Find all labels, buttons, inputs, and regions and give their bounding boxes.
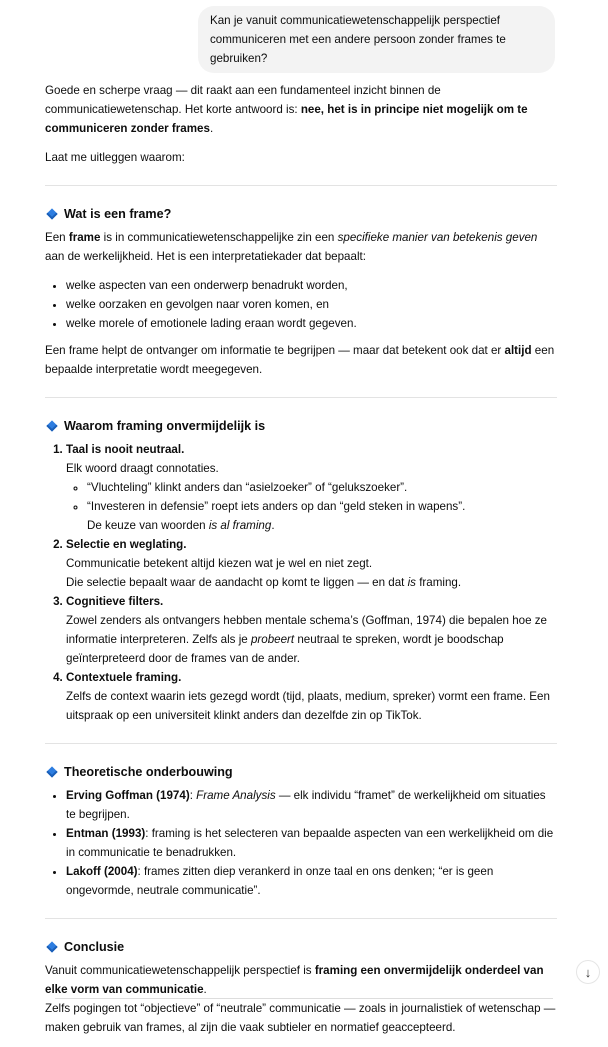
blue-diamond-icon: [46, 420, 57, 431]
item-text: [66, 516, 557, 535]
divider: [45, 918, 557, 919]
bold-text: nee, het is in principe niet mogelijk om te communiceren zonder frames: [45, 103, 528, 135]
text: : framing is het selecteren van bepaalde aspecten van een werkelijkheid om die in communicatie te benadrukken.: [66, 827, 554, 859]
text: Die selectie bepaalt waar de aandacht op komt te liggen — en dat: [66, 576, 408, 589]
divider: [45, 185, 557, 186]
text: Vanuit communicatiewetenschappelijk perspectief is: [45, 964, 315, 977]
item-title: Contextuele framing.: [66, 671, 182, 684]
italic-text: is: [407, 576, 416, 589]
bold-text: Erving Goffman (1974): [66, 789, 190, 802]
composer-edge: [55, 998, 553, 999]
intro-lead-in: [45, 148, 557, 167]
bold-text: Lakoff (2004): [66, 865, 138, 878]
text: een bepaalde interpretatie wordt meegegeven.: [45, 344, 555, 376]
section-heading: [45, 204, 557, 224]
item-text: [66, 459, 557, 478]
text: : frames zitten diep verankerd in onze taal en ons denken; “er is geen ongevormde, neutrale communicatie”.: [66, 865, 494, 897]
user-message-bubble: Kan je vanuit communicatiewetenschappelijk perspectief communiceren met een andere persoon zonder frames te gebruiken?: [198, 6, 555, 73]
bold-text: altijd: [504, 344, 532, 357]
blue-diamond-icon: [46, 941, 57, 952]
list-item: [66, 535, 557, 592]
list-item: [66, 786, 557, 824]
bold-text: framing een onvermijdelijk onderdeel van elke vorm van communicatie: [45, 964, 544, 996]
text: framing.: [415, 576, 462, 589]
bullet-list: [45, 276, 557, 333]
heading-text: Theoretische onderbouwing: [64, 765, 233, 779]
item-title: Taal is nooit neutraal.: [66, 443, 185, 456]
list-item: [87, 497, 557, 516]
text: aan de werkelijkheid. Het is een interpretatiekader dat bepaalt:: [45, 250, 366, 263]
bold-text: Entman (1993): [66, 827, 146, 840]
text: Zowel zenders als ontvangers hebben mentale schema’s (Goffman, 1974) die bepalen hoe ze informatie interpreteren. Zelfs als je: [66, 614, 548, 646]
list-item: • welke aspecten van een onderwerp benadrukt worden,: [66, 276, 557, 295]
text: Communicatie betekent altijd kiezen wat je wel en niet zegt.: [66, 557, 373, 570]
section-heading: [45, 937, 557, 957]
text: Laat me uitleggen waarom:: [45, 151, 185, 164]
item-title: Cognitieve filters.: [66, 595, 164, 608]
text: Zelfs de context waarin iets gezegd wordt (tijd, plaats, medium, spreker) vormt een frame. Een uitspraak op een universiteit klinkt anders dan dezelfde zin op TikTok.: [66, 690, 550, 722]
section-heading: [45, 762, 557, 782]
text: :: [189, 789, 197, 802]
list-item: [87, 478, 557, 497]
italic-text: probeert: [250, 633, 295, 646]
text: .: [209, 122, 214, 135]
list-item: [66, 668, 557, 725]
italic-text: is al framing: [208, 519, 272, 532]
divider: [45, 743, 557, 744]
paragraph: [45, 341, 557, 379]
text: .: [203, 983, 207, 996]
divider: [45, 397, 557, 398]
list-item: [66, 592, 557, 668]
text: “Vluchteling” klinkt anders dan “asielzoeker” of “gelukszoeker”.: [87, 481, 408, 494]
text: “Investeren in defensie” roept iets anders op dan “geld steken in wapens”.: [87, 500, 466, 513]
arrow-down-icon: ↓: [584, 964, 592, 980]
sub-list: [66, 478, 557, 516]
bold-text: frame: [68, 231, 101, 244]
item-text: [66, 687, 557, 725]
text: neutraal te spreken, wordt je boodschap geïnterpreteerd door de frames van de ander.: [66, 633, 504, 665]
conclusion-paragraph: [45, 961, 557, 1037]
bullet-list: [45, 786, 557, 900]
list-item: • welke oorzaken en gevolgen naar voren komen, en: [66, 295, 557, 314]
text: Een frame helpt de ontvanger om informatie te begrijpen — maar dat betekent ook dat er: [45, 344, 505, 357]
item-title: Selectie en weglating.: [66, 538, 187, 551]
blue-diamond-icon: [46, 766, 57, 777]
paragraph: [45, 228, 557, 266]
heading-text: Wat is een frame?: [64, 207, 172, 221]
item-text: [66, 573, 557, 592]
assistant-response: [45, 81, 557, 1047]
scroll-down-button[interactable]: [576, 960, 600, 984]
list-item: [66, 862, 557, 900]
item-text: [66, 611, 557, 668]
list-item: [66, 440, 557, 535]
numbered-list: [45, 440, 557, 725]
italic-text: specifieke manier van betekenis geven: [337, 231, 538, 244]
text: Een: [45, 231, 69, 244]
blue-diamond-icon: [46, 208, 57, 219]
text: Goede en scherpe vraag — dit raakt aan een fundamenteel inzicht binnen de communicatiewetenschap. Het korte antwoord is:: [45, 84, 441, 116]
text: .: [271, 519, 275, 532]
list-item: [66, 824, 557, 862]
item-text: [66, 554, 557, 573]
text: Elk woord draagt connotaties.: [66, 462, 219, 475]
italic-text: Frame Analysis: [196, 789, 276, 802]
text: De keuze van woorden: [87, 519, 209, 532]
heading-text: Waarom framing onvermijdelijk is: [64, 419, 266, 433]
text: Zelfs pogingen tot “objectieve” of “neutrale” communicatie — zoals in journalistiek of wetenschap — maken gebruik van frames, al zijn die vaak subtieler en normatief geaccepteerd.: [45, 1002, 556, 1034]
text: — elk individu “framet” de werkelijkheid om situaties te begrijpen.: [66, 789, 546, 821]
heading-text: Conclusie: [64, 940, 125, 954]
intro-paragraph: [45, 81, 557, 138]
list-item: • welke morele of emotionele lading eraan wordt gegeven.: [66, 314, 557, 333]
text: is in communicatiewetenschappelijke zin een: [100, 231, 338, 244]
section-heading: [45, 416, 557, 436]
